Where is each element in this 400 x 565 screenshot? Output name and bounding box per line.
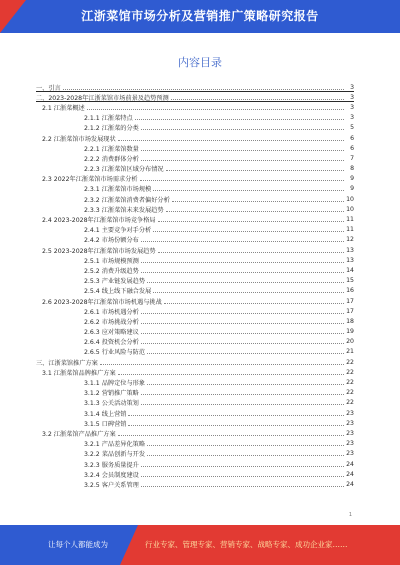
toc-leader-dots — [147, 384, 344, 385]
toc-entry[interactable] — [36, 204, 354, 214]
toc-entry-label: 2.3.3 江浙菜馆未来发展趋势 — [84, 206, 164, 214]
toc-entry-page: 11 — [346, 226, 354, 234]
toc-entry-page: 22 — [346, 389, 354, 397]
toc-entry[interactable] — [36, 459, 354, 469]
toc-entry[interactable] — [36, 296, 354, 306]
toc-entry-page: 23 — [346, 450, 354, 458]
footer-roles: 行业专家、管理专家、营销专家、战略专家、成功企业家…… — [145, 540, 348, 549]
toc-leader-dots — [147, 353, 344, 354]
toc-entry[interactable] — [36, 327, 354, 337]
toc-entry[interactable] — [36, 469, 354, 479]
toc-entry-page: 10 — [346, 205, 354, 213]
toc-leader-dots — [141, 476, 344, 477]
toc-entry-label: 2.6.3 应对策略建议 — [84, 329, 139, 337]
toc-entry-label: 2.6.5 行业风险与防范 — [84, 349, 146, 357]
toc-entry-page: 18 — [346, 317, 354, 325]
toc-entry-label: 2.5.2 消费升级趋势 — [84, 267, 139, 275]
toc-leader-dots — [153, 231, 344, 232]
toc-leader-dots — [172, 201, 344, 202]
toc-entry[interactable] — [36, 418, 354, 428]
toc-entry-label: 2.6.1 市场机遇分析 — [84, 308, 139, 316]
toc-entry-page: 16 — [346, 287, 354, 295]
toc-entry-page: 9 — [345, 175, 354, 182]
toc-entry[interactable] — [36, 123, 354, 133]
toc-leader-dots — [141, 404, 344, 405]
toc-entry-page: 7 — [345, 155, 354, 162]
toc-leader-dots — [141, 486, 344, 487]
toc-entry[interactable] — [36, 143, 354, 153]
toc-entry-label: 3.1.1 品牌定位与形象 — [84, 380, 146, 388]
toc-leader-dots — [141, 343, 344, 344]
toc-leader-dots — [128, 425, 344, 426]
toc-entry-page: 3 — [345, 84, 354, 91]
toc-entry[interactable] — [36, 225, 354, 235]
toc-entry-page: 24 — [346, 480, 354, 488]
toc-leader-dots — [141, 129, 344, 130]
toc-entry-label: 一、引言 — [36, 84, 61, 92]
page-title: 江浙菜馆市场分析及营销推广策略研究报告 — [81, 9, 319, 23]
toc-entry[interactable] — [36, 347, 354, 357]
toc-entry-page: 3 — [345, 104, 354, 111]
toc-entry-label: 3.2.5 客户关系管理 — [84, 481, 139, 489]
toc-leader-dots — [158, 221, 344, 222]
toc-entry[interactable] — [36, 102, 354, 112]
toc-entry-page: 23 — [346, 419, 354, 427]
toc-entry-page: 22 — [346, 368, 354, 376]
toc-entry[interactable] — [36, 82, 354, 92]
toc-leader-dots — [141, 272, 344, 273]
toc-leader-dots — [118, 435, 344, 436]
toc-leader-dots — [141, 241, 344, 242]
toc-entry-label: 2.3.1 江浙菜馆市场规模 — [84, 186, 152, 194]
toc-entry-label: 3.1.5 口碑营销 — [84, 420, 127, 428]
toc-entry-label: 3.2.1 产品差异化策略 — [84, 441, 146, 449]
toc-entry[interactable] — [36, 306, 354, 316]
toc-entry-page: 17 — [346, 297, 354, 305]
toc-entry[interactable] — [36, 439, 354, 449]
toc-entry-label: 2.5 2023-2028年江浙菜馆市场发展趋势 — [42, 247, 156, 255]
toc-entry-label: 3.1 江浙菜馆品牌推广方案 — [42, 369, 116, 377]
toc-entry-page: 11 — [346, 216, 354, 224]
toc-leader-dots — [140, 180, 344, 181]
toc-entry-label: 2.2.3 江浙菜馆区域分布情况 — [84, 166, 164, 174]
toc-leader-dots — [118, 374, 344, 375]
footer-slogan: 让每个人都能成为 — [48, 540, 108, 549]
toc-entry[interactable] — [36, 113, 354, 123]
toc-entry-page: 24 — [346, 460, 354, 468]
header-bar — [0, 0, 400, 33]
toc-leader-dots — [158, 252, 344, 253]
toc-entry-page: 23 — [346, 429, 354, 437]
toc-entry-label: 3.1.2 营销推广策略 — [84, 390, 139, 398]
toc-leader-dots — [166, 170, 344, 171]
table-of-contents — [36, 82, 354, 490]
toc-leader-dots — [147, 445, 344, 446]
toc-entry-label: 三、江浙菜馆推广方案 — [36, 359, 98, 367]
toc-entry-label: 3.1.4 线上营销 — [84, 410, 127, 418]
toc-entry-page: 3 — [345, 94, 354, 101]
toc-entry-page: 9 — [345, 185, 354, 192]
toc-leader-dots — [141, 150, 344, 151]
toc-entry-label: 2.6.4 投资机会分析 — [84, 339, 139, 347]
toc-entry-page: 20 — [346, 338, 354, 346]
toc-entry[interactable] — [36, 153, 354, 163]
toc-entry-label: 2.6.2 市场挑战分析 — [84, 318, 139, 326]
toc-leader-dots — [141, 333, 344, 334]
toc-entry-page: 14 — [346, 266, 354, 274]
toc-entry-page: 19 — [346, 328, 354, 336]
toc-entry-label: 3.2 江浙菜馆产品推广方案 — [42, 430, 116, 438]
toc-leader-dots — [153, 292, 344, 293]
toc-entry-label: 3.2.4 会员制度建设 — [84, 471, 139, 479]
toc-entry-label: 3.2.3 服务质量提升 — [84, 461, 139, 469]
toc-entry-page: 8 — [345, 165, 354, 172]
toc-entry-label: 2.4.2 市场份额分布 — [84, 237, 139, 245]
toc-leader-dots — [63, 89, 344, 90]
toc-entry-label: 二、2023-2028年江浙菜馆市场前景及趋势预测 — [36, 94, 169, 102]
toc-leader-dots — [141, 160, 344, 161]
toc-title: 内容目录 — [178, 56, 222, 69]
toc-entry[interactable] — [36, 133, 354, 143]
toc-entry[interactable] — [36, 255, 354, 265]
toc-leader-dots — [118, 140, 344, 141]
toc-entry-page: 22 — [346, 358, 354, 366]
toc-entry-page: 23 — [346, 409, 354, 417]
toc-leader-dots — [135, 119, 344, 120]
toc-entry-label: 2.1.2 江浙菜的分类 — [84, 125, 139, 133]
toc-entry-page: 22 — [346, 379, 354, 387]
toc-entry-label: 2.5.4 线上线下融合发展 — [84, 288, 152, 296]
toc-entry-label: 2.3.2 江浙菜馆消费者偏好分析 — [84, 196, 170, 204]
toc-entry-label: 2.2.1 江浙菜馆数量 — [84, 145, 139, 153]
toc-entry-page: 6 — [345, 135, 354, 142]
toc-entry[interactable] — [36, 245, 354, 255]
toc-entry-page: 24 — [346, 470, 354, 478]
toc-leader-dots — [153, 190, 344, 191]
toc-entry-label: 2.1.1 江浙菜特点 — [84, 115, 133, 123]
toc-leader-dots — [141, 262, 344, 263]
footer-banner — [0, 525, 400, 565]
toc-entry[interactable] — [36, 377, 354, 387]
toc-entry-page: 21 — [346, 348, 354, 356]
toc-leader-dots — [141, 313, 344, 314]
toc-entry-label: 2.1 江浙菜概述 — [42, 104, 85, 112]
toc-leader-dots — [87, 109, 344, 110]
toc-leader-dots — [141, 323, 344, 324]
toc-entry-label: 2.5.3 产业链发展趋势 — [84, 278, 146, 286]
toc-entry-page: 23 — [346, 440, 354, 448]
toc-entry[interactable] — [36, 337, 354, 347]
toc-leader-dots — [171, 99, 344, 100]
toc-entry-label: 2.4.1 主要竞争对手分析 — [84, 227, 152, 235]
toc-entry[interactable] — [36, 388, 354, 398]
toc-entry[interactable] — [36, 398, 354, 408]
toc-entry-page: 17 — [346, 307, 354, 315]
toc-entry[interactable] — [36, 174, 354, 184]
toc-leader-dots — [147, 455, 344, 456]
page-number: 1 — [348, 512, 352, 518]
toc-entry-label: 2.5.1 市场规模预测 — [84, 257, 139, 265]
toc-entry-page: 22 — [346, 399, 354, 407]
toc-entry[interactable] — [36, 367, 354, 377]
toc-leader-dots — [128, 415, 344, 416]
toc-entry-page: 15 — [346, 277, 354, 285]
toc-leader-dots — [164, 303, 344, 304]
toc-entry-page: 10 — [346, 195, 354, 203]
toc-entry-label: 3.2.2 菜品创新与开发 — [84, 451, 146, 459]
toc-leader-dots — [141, 394, 344, 395]
toc-entry-page: 12 — [346, 236, 354, 244]
toc-entry[interactable] — [36, 235, 354, 245]
toc-entry-page: 13 — [346, 246, 354, 254]
toc-entry-label: 2.3 2022年江浙菜馆市场需求分析 — [42, 176, 138, 184]
toc-entry-label: 2.4 2023-2028年江浙菜馆市场竞争格局 — [42, 217, 156, 225]
toc-entry[interactable] — [36, 265, 354, 275]
toc-entry[interactable] — [36, 449, 354, 459]
toc-entry-label: 2.2.2 消费群体分析 — [84, 155, 139, 163]
toc-entry[interactable] — [36, 357, 354, 367]
toc-entry-page: 6 — [345, 145, 354, 152]
toc-entry-label: 2.2 江浙菜馆市场发展现状 — [42, 135, 116, 143]
toc-entry[interactable] — [36, 286, 354, 296]
toc-leader-dots — [166, 211, 344, 212]
toc-entry[interactable] — [36, 194, 354, 204]
toc-entry[interactable] — [36, 92, 354, 102]
toc-entry[interactable] — [36, 408, 354, 418]
toc-entry-page: 13 — [346, 256, 354, 264]
toc-leader-dots — [100, 364, 344, 365]
toc-leader-dots — [147, 282, 344, 283]
toc-entry[interactable] — [36, 214, 354, 224]
toc-entry[interactable] — [36, 164, 354, 174]
toc-entry-page: 5 — [345, 124, 354, 131]
toc-entry[interactable] — [36, 184, 354, 194]
toc-entry-page: 3 — [345, 114, 354, 121]
toc-entry[interactable] — [36, 479, 354, 489]
toc-entry-label: 3.1.3 公关活动策划 — [84, 400, 139, 408]
toc-leader-dots — [141, 466, 344, 467]
toc-entry[interactable] — [36, 276, 354, 286]
toc-entry[interactable] — [36, 428, 354, 438]
toc-entry-label: 2.6 2023-2028年江浙菜馆市场机遇与挑战 — [42, 298, 162, 306]
toc-entry[interactable] — [36, 316, 354, 326]
